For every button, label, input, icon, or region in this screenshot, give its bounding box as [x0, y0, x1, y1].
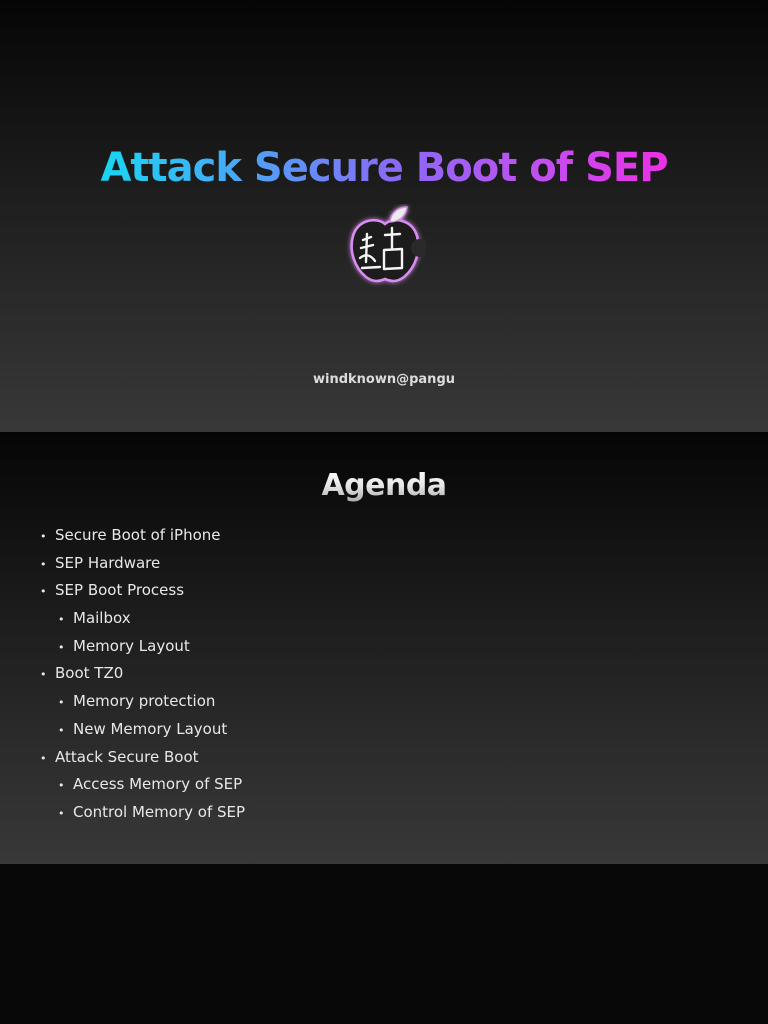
bullet-icon: • — [58, 723, 65, 737]
bullet-icon: • — [58, 613, 65, 627]
pangu-apple-logo-icon — [344, 204, 426, 288]
agenda-item: • Attack Secure Boot — [40, 744, 245, 772]
agenda-subitem: • Control Memory of SEP — [40, 799, 245, 827]
agenda-list — [40, 522, 245, 827]
agenda-title: Agenda — [321, 468, 447, 503]
agenda-item: • Secure Boot of iPhone — [40, 522, 245, 550]
agenda-subitem: • Mailbox — [40, 605, 245, 633]
agenda-slide — [0, 432, 768, 864]
agenda-subitem: • Memory Layout — [40, 633, 245, 661]
agenda-subitem: • Memory protection — [40, 688, 245, 716]
bullet-icon: • — [40, 530, 47, 543]
bullet-icon: • — [58, 779, 65, 793]
bullet-icon: • — [40, 751, 47, 765]
author-handle: windknown@pangu — [312, 372, 456, 387]
title-slide — [0, 0, 768, 432]
agenda-subitem: • New Memory Layout — [40, 716, 245, 744]
bullet-icon: • — [40, 585, 47, 599]
bullet-icon: • — [40, 557, 47, 571]
bullet-icon: • — [40, 668, 47, 682]
bullet-icon: • — [58, 640, 65, 654]
bullet-icon: • — [58, 806, 65, 820]
agenda-item: • SEP Boot Process — [40, 577, 245, 605]
agenda-item: • Boot TZ0 — [40, 660, 245, 688]
agenda-subitem: • Access Memory of SEP — [40, 771, 245, 799]
slide-title: Attack Secure Boot of SEP — [100, 145, 668, 191]
agenda-item: • SEP Hardware — [40, 550, 245, 578]
bullet-icon: • — [58, 696, 65, 710]
